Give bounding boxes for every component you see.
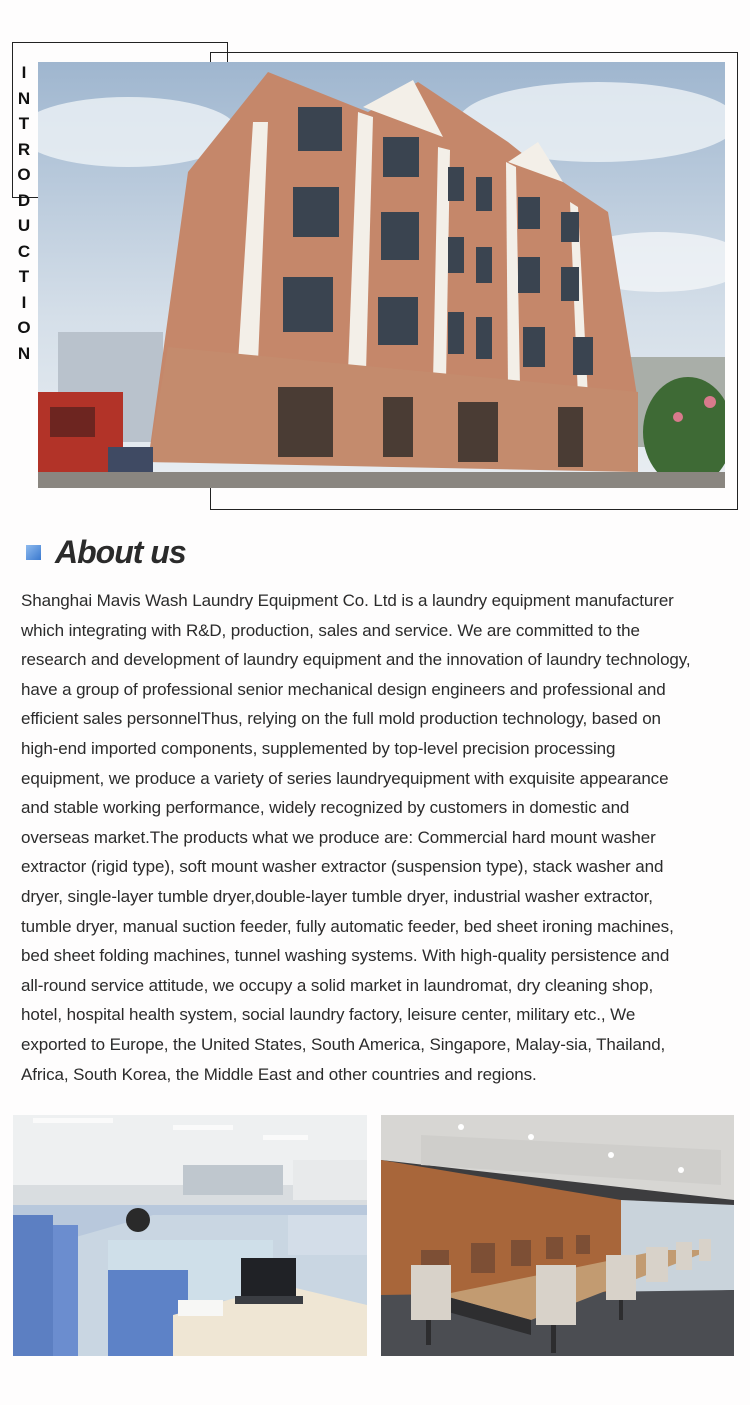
meeting-room-photo <box>381 1115 734 1356</box>
section-title: About us <box>55 534 186 570</box>
about-us-paragraph: Shanghai Mavis Wash Laundry Equipment Co. Ltd is a laundry equipment manufacturer which integrating with R&D, production, sales and service. We are committed to the research and development of laundry equipment and the innovation of laundry technology, have a group of professional senior mechanical design engineers and professional and efficient sales personnelThus, relying on the full mold production technology, based on high-end imported components, supplemented by top-level precision processing equipment, we produce a variety of series laundryequipment with exquisite appearance and stable working performance, widely recognized by customers in domestic and overseas market.The products what we produce are: Commercial hard mount washer extractor (rigid type), soft mount washer extractor (suspension type), stack washer and dryer, single-layer tumble dryer,double-layer tumble dryer, industrial washer extractor, tumble dryer, manual suction feeder, fully automatic feeder, bed sheet ironing machines, bed sheet folding machines, tunnel washing systems. With high-quality persistence and all-round service attitude, we occupy a solid market in laundromat, dry cleaning shop, hotel, hospital health system, social laundry factory, leisure center, military etc., We exported to Europe, the United States, South America, Singapore, Malay-sia, Thailand, Africa, South Korea, the Middle East and other countries and regions. <box>21 591 691 1084</box>
introduction-letter: T <box>18 267 30 286</box>
introduction-letter: I <box>21 292 27 312</box>
office-photo <box>13 1115 367 1356</box>
introduction-letter: D <box>17 190 31 210</box>
introduction-letter: U <box>17 216 31 235</box>
introduction-letter: O <box>17 165 31 184</box>
introduction-letter: R <box>17 139 31 159</box>
introduction-letter: C <box>17 241 31 261</box>
introduction-letter: N <box>17 88 31 108</box>
introduction-letter: N <box>17 343 31 363</box>
introduction-letter: O <box>17 318 31 337</box>
introduction-letter: T <box>18 114 30 133</box>
square-bullet-icon <box>26 545 41 560</box>
introduction-letter: I <box>21 63 27 82</box>
company-building-photo <box>38 62 725 488</box>
introduction-vertical-label <box>14 60 34 366</box>
about-us-heading <box>26 534 186 571</box>
